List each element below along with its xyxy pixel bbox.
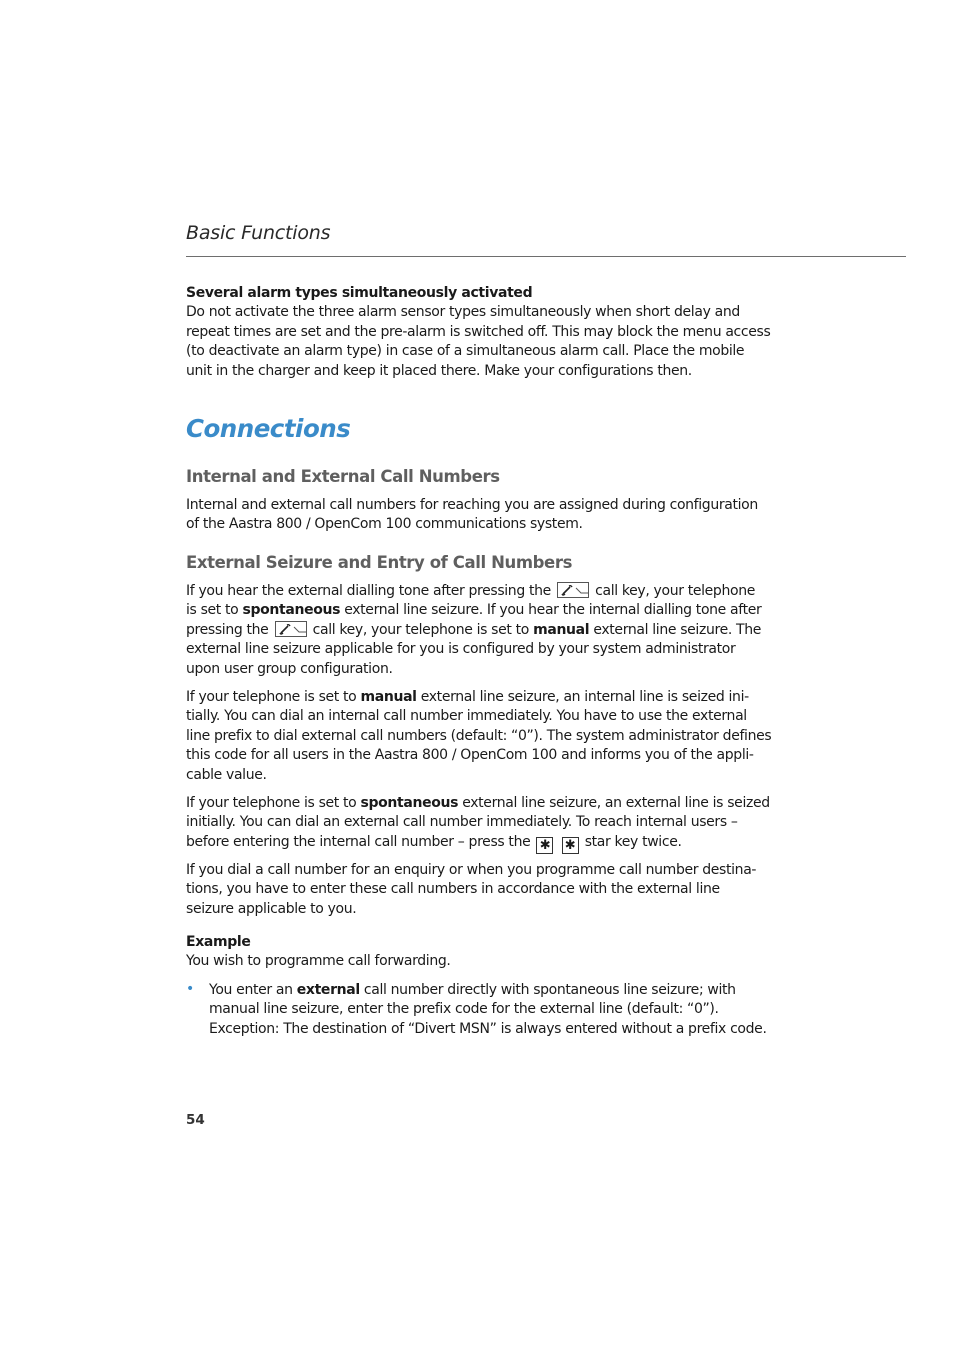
text-bold: manual bbox=[533, 621, 590, 638]
text-bold: external bbox=[296, 982, 360, 998]
alarm-line: (to deactivate an alarm type) in case of a simultaneous alarm call. Place the mobile bbox=[186, 343, 745, 360]
text-line bbox=[186, 833, 766, 852]
seizure-paragraph-3 bbox=[186, 794, 770, 853]
text-line: Internal and external call numbers for reaching you are assigned during configuration bbox=[186, 497, 758, 513]
text: If your telephone is set to bbox=[186, 795, 357, 811]
star-key-icon: ✱ bbox=[536, 837, 553, 854]
text-line: of the Aastra 800 / OpenCom 100 communications system. bbox=[186, 516, 583, 533]
text-line bbox=[209, 981, 769, 1000]
text-line bbox=[186, 688, 766, 707]
internal-paragraph bbox=[186, 496, 766, 535]
text: pressing the bbox=[186, 621, 269, 638]
alarm-line: repeat times are set and the pre-alarm is switched off. This may block the menu access bbox=[186, 323, 771, 340]
call-key-icon bbox=[557, 582, 589, 598]
internal-heading: Internal and External Call Numbers bbox=[186, 467, 500, 486]
example-heading: Example bbox=[186, 934, 251, 950]
text-line bbox=[186, 621, 766, 640]
text-line bbox=[186, 582, 766, 601]
text: star key twice. bbox=[584, 833, 682, 850]
text-line: manual line seizure, enter the prefix code for the external line (default: “0”). bbox=[209, 1001, 719, 1018]
example-intro: You wish to programme call forwarding. bbox=[186, 953, 451, 970]
section-title: Connections bbox=[186, 414, 351, 443]
text-line bbox=[186, 601, 766, 620]
running-head: Basic Functions bbox=[186, 222, 331, 244]
text-line: upon user group configuration. bbox=[186, 660, 393, 677]
seizure-heading: External Seizure and Entry of Call Numbers bbox=[186, 553, 573, 572]
text: call key, your telephone bbox=[595, 583, 755, 599]
text-line: If you dial a call number for an enquiry or when you programme call number destina- bbox=[186, 862, 757, 878]
star-key-icon: ✱ bbox=[562, 837, 579, 854]
seizure-paragraph-4 bbox=[186, 861, 766, 919]
page-number: 54 bbox=[186, 1112, 205, 1128]
example-block bbox=[186, 933, 766, 972]
text-line bbox=[186, 794, 770, 813]
text-line: tially. You can dial an internal call number immediately. You have to use the external bbox=[186, 708, 747, 725]
text-bold: spontaneous bbox=[242, 602, 341, 619]
text: call key, your telephone is set to bbox=[312, 621, 529, 638]
text: external line seizure, an external line is seized bbox=[462, 795, 770, 811]
text-bold: spontaneous bbox=[360, 795, 459, 811]
text-line: external line seizure applicable for you is configured by your system administrator bbox=[186, 641, 736, 658]
text: before entering the internal call number – press the bbox=[186, 833, 531, 850]
seizure-paragraph-2 bbox=[186, 688, 772, 785]
text-line: Exception: The destination of “Divert MSN” is always entered without a prefix code. bbox=[209, 1020, 767, 1037]
alarm-line: Do not activate the three alarm sensor types simultaneously when short delay and bbox=[186, 304, 740, 321]
text-line: this code for all users in the Aastra 800 / OpenCom 100 and informs you of the appli- bbox=[186, 747, 754, 764]
text-line: tions, you have to enter these call numbers in accordance with the external line bbox=[186, 881, 720, 898]
text: external line seizure. The bbox=[593, 621, 762, 638]
text: is set to bbox=[186, 602, 239, 619]
alarm-note bbox=[186, 284, 771, 381]
text-line: cable value. bbox=[186, 766, 267, 783]
text-line: initially. You can dial an external call number immediately. To reach internal users – bbox=[186, 814, 738, 831]
example-bullet-item bbox=[209, 981, 769, 1039]
alarm-heading: Several alarm types simultaneously activated bbox=[186, 285, 533, 301]
text: If you hear the external dialling tone after pressing the bbox=[186, 583, 551, 599]
text: You enter an bbox=[209, 982, 293, 998]
seizure-paragraph-1 bbox=[186, 582, 766, 679]
header-rule bbox=[186, 256, 906, 257]
text: If your telephone is set to bbox=[186, 689, 357, 705]
text: external line seizure, an internal line is seized ini- bbox=[420, 689, 749, 705]
call-key-icon bbox=[275, 621, 307, 637]
alarm-line: unit in the charger and keep it placed there. Make your configurations then. bbox=[186, 362, 692, 379]
text: external line seizure. If you hear the internal dialling tone after bbox=[344, 602, 762, 619]
text-bold: manual bbox=[360, 689, 417, 705]
bullet-icon: • bbox=[186, 981, 195, 997]
text: call number directly with spontaneous line seizure; with bbox=[363, 982, 736, 998]
text-line: seizure applicable to you. bbox=[186, 900, 357, 917]
text-line: line prefix to dial external call numbers (default: “0”). The system administrator defines bbox=[186, 727, 772, 744]
